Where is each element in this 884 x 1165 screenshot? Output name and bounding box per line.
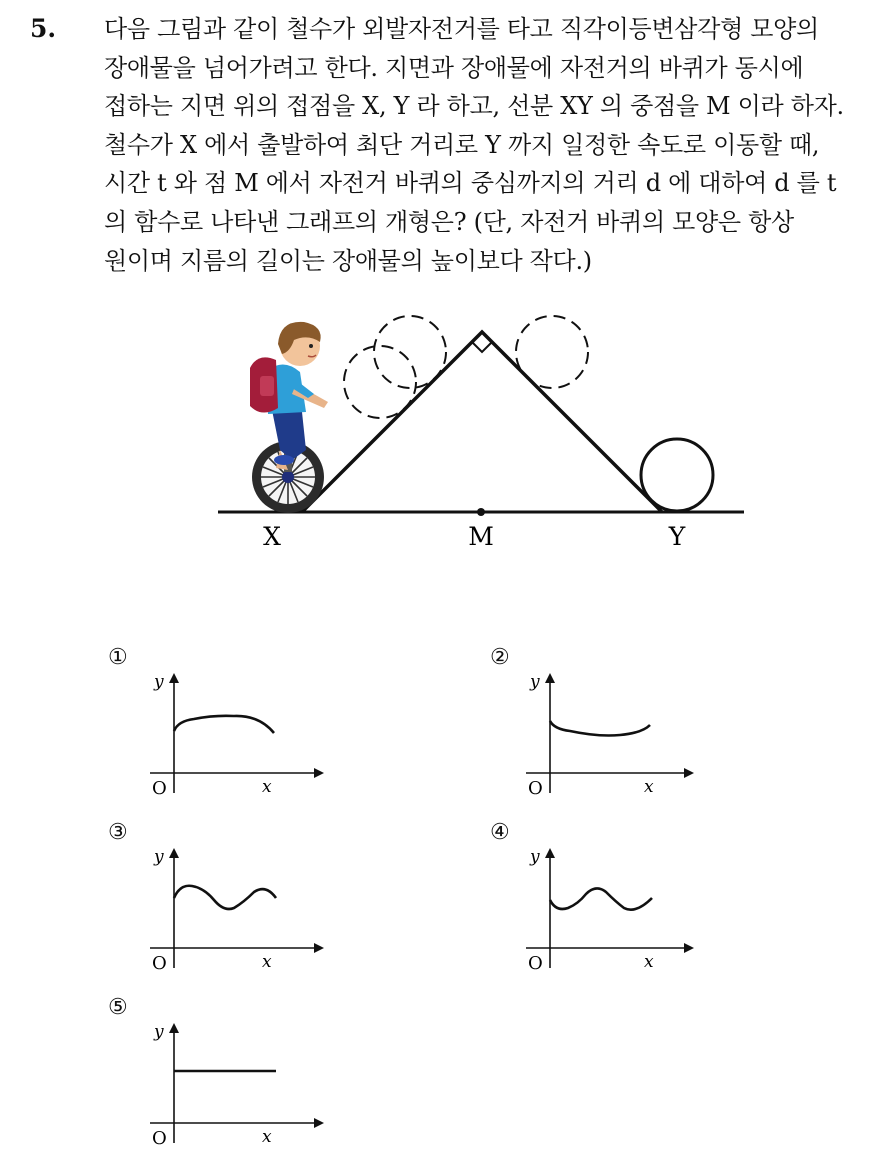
question-line: 장애물을 넘어가려고 한다. 지면과 장애물에 자전거의 바퀴가 동시에	[104, 53, 804, 82]
origin-label: O	[528, 953, 543, 974]
y-axis-label: y	[530, 672, 540, 692]
midpoint-dot	[477, 508, 485, 516]
y-axis-arrow	[169, 1023, 179, 1033]
origin-label: O	[528, 778, 543, 799]
graph-curve	[550, 721, 650, 736]
option-graph	[520, 665, 710, 825]
x-axis-arrow	[684, 943, 694, 953]
obstacle-figure	[210, 300, 750, 560]
option-graph	[520, 840, 710, 1000]
option-graph	[144, 1015, 334, 1165]
question-line: 다음 그림과 같이 철수가 외발자전거를 타고 직각이등변삼각형 모양의	[104, 15, 819, 43]
dashed-wheel	[374, 316, 446, 388]
question-line: 원이며 지름의 길이는 장애물의 높이보다 작다.)	[104, 246, 592, 275]
y-axis-label: y	[154, 1022, 164, 1042]
origin-label: O	[152, 778, 167, 799]
question-number: 5.	[30, 14, 57, 43]
boy-on-unicycle-illustration	[250, 322, 328, 513]
origin-label: O	[152, 1128, 167, 1149]
x-axis-arrow	[314, 943, 324, 953]
x-axis-arrow	[314, 768, 324, 778]
question-line: 접하는 지면 위의 접점을 X, Y 라 하고, 선분 XY 의 중점을 M 이라 하자.	[104, 92, 844, 121]
option-graph	[144, 665, 334, 825]
dashed-wheel	[516, 316, 588, 388]
label-y: Y	[668, 522, 686, 551]
x-axis-arrow	[684, 768, 694, 778]
label-m: M	[468, 522, 494, 551]
question-line: 의 함수로 나타낸 그래프의 개형은? (단, 자전거 바퀴의 모양은 항상	[104, 207, 794, 236]
x-axis-label: x	[262, 952, 272, 972]
graph-curve	[174, 886, 276, 909]
question-line: 철수가 X 에서 출발하여 최단 거리로 Y 까지 일정한 속도로 이동할 때,	[104, 130, 820, 159]
graph-curve	[174, 716, 274, 733]
option-number: ①	[108, 645, 128, 670]
y-axis-arrow	[169, 848, 179, 858]
y-axis-arrow	[545, 673, 555, 683]
question-line: 시간 t 와 점 M 에서 자전거 바퀴의 중심까지의 거리 d 에 대하여 d 를 t	[104, 169, 837, 198]
x-axis-arrow	[314, 1118, 324, 1128]
dashed-wheel	[344, 346, 416, 418]
y-axis-label: y	[154, 847, 164, 867]
triangle-obstacle	[302, 332, 662, 512]
y-axis-arrow	[169, 673, 179, 683]
option-graph	[144, 840, 334, 1000]
x-axis-label: x	[644, 777, 654, 797]
x-axis-label: x	[262, 1127, 272, 1147]
option-number: ④	[490, 820, 510, 845]
label-x: X	[263, 522, 281, 551]
x-axis-label: x	[262, 777, 272, 797]
origin-label: O	[152, 953, 167, 974]
option-number: ⑤	[108, 995, 128, 1020]
option-number: ③	[108, 820, 128, 845]
right-angle-mark	[472, 342, 492, 352]
wheel-at-y	[641, 439, 713, 511]
y-axis-label: y	[530, 847, 540, 867]
option-number: ②	[490, 645, 510, 670]
graph-curve	[550, 888, 652, 909]
x-axis-label: x	[644, 952, 654, 972]
y-axis-arrow	[545, 848, 555, 858]
question-text	[104, 10, 866, 280]
y-axis-label: y	[154, 672, 164, 692]
